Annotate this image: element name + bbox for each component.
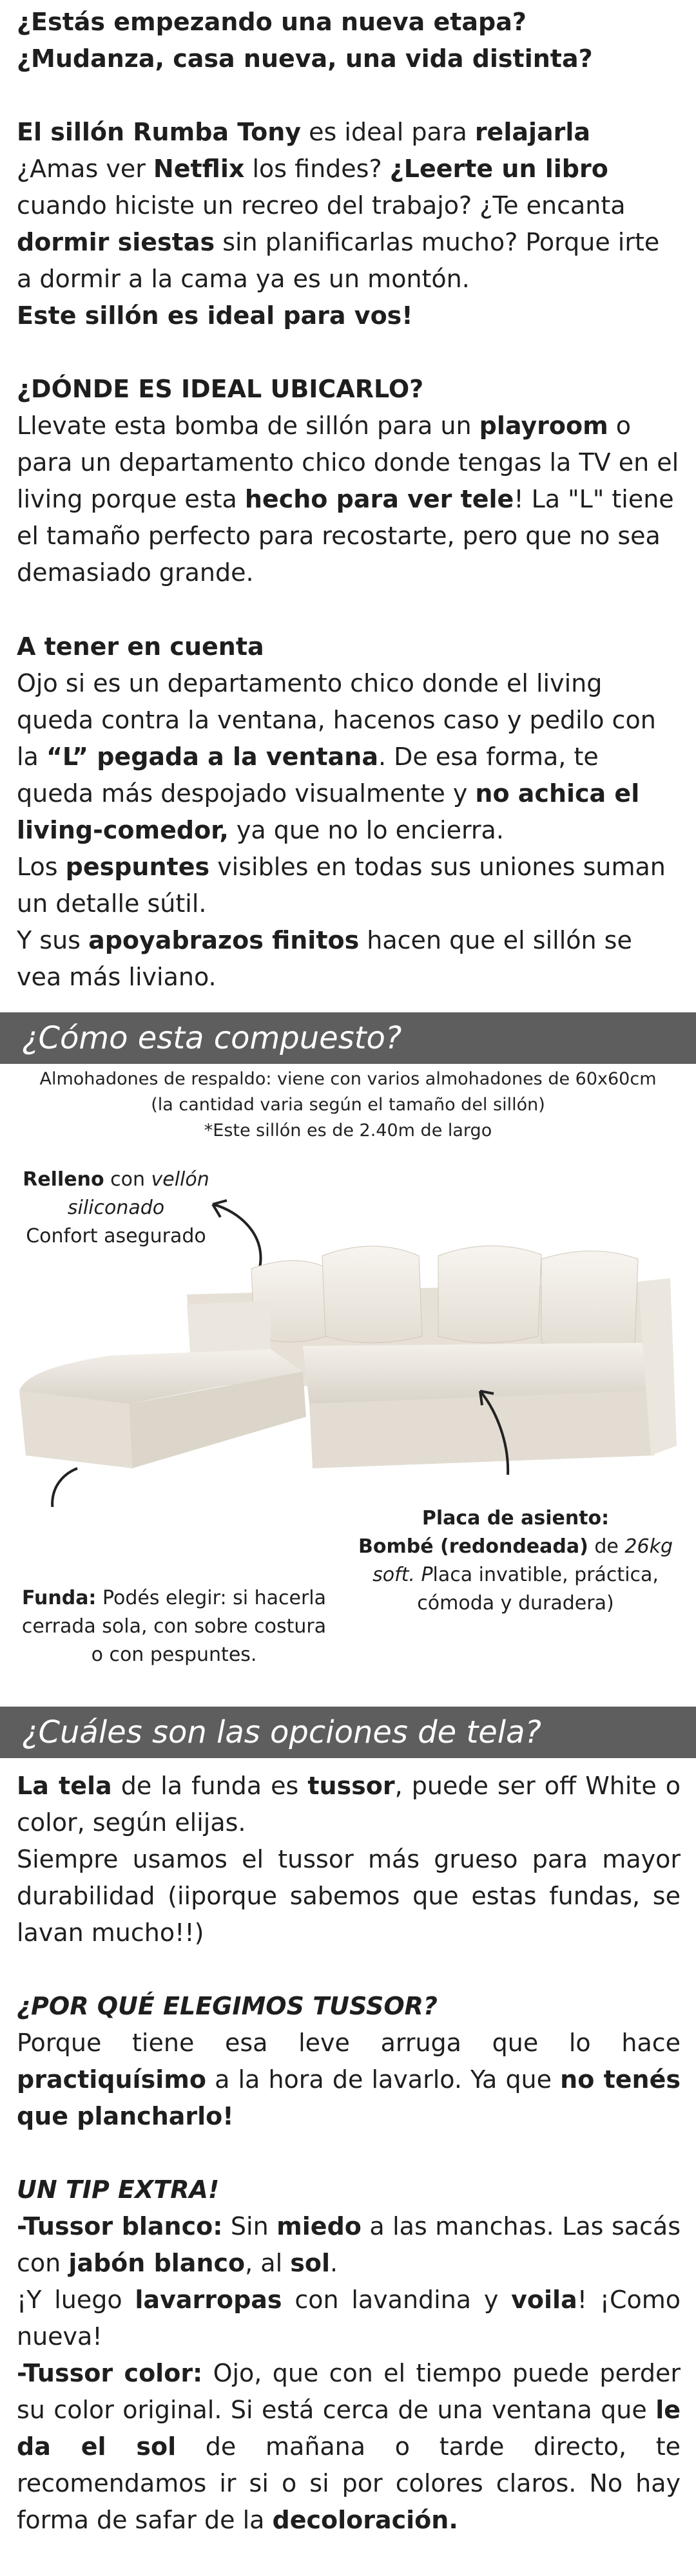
ubicar-paragraph: Llevate esta bomba de sillón para un playroom o para un departamento chico donde tengas la TV en el living porque esta hecho para ver tele! La "L" tiene el tamaño perfecto para recostarte, pero que no sea demasiado grande. [17,412,679,587]
tela-heading-3: UN TIP EXTRA! [17,2175,220,2204]
tener-apoyabrazos: Y sus apoyabrazos finitos hacen que el sillón se vea más liviano. [17,926,632,991]
tela-heading-2: ¿POR QUÉ ELEGIMOS TUSSOR? [17,1992,438,2020]
tener-pespuntes: Los pespuntes visibles en todas sus uniones suman un detalle sútil. [17,853,666,918]
tela-banner: ¿Cuáles son las opciones de tela? [0,1707,696,1758]
almohadones-note: Almohadones de respaldo: viene con varios almohadones de 60x60cm (la cantidad varia según el tamaño del sillón) *Este sillón es de 2.40m de largo [39,1069,657,1141]
tela-paragraph-2: Siempre usamos el tussor más grueso para mayor durabilidad (iiporque sabemos que estas fundas, se lavan mucho!!) [17,1845,681,1947]
ubicar-section [17,371,681,591]
tela-paragraph-1: La tela de la funda es tussor, puede ser off White o color, según elijas. [17,1772,681,1837]
ubicar-heading: ¿DÓNDE ES IDEAL UBICARLO? [17,375,424,403]
intro-question-1: ¿Estás empezando una nueva etapa? [17,8,527,36]
relleno-note: Relleno con vellón siliconado Confort asegurado [23,1168,209,1247]
tener-heading: A tener en cuenta [17,632,264,661]
tela-paragraph-3: Porque tiene esa leve arruga que lo hace practiquísimo a la hora de lavarlo. Ya que no tenés que plancharlo! [17,2029,681,2130]
tela-section [17,1768,681,2539]
tener-section [17,629,681,996]
tela-tip-color: -Tussor color: Ojo, que con el tiempo puede perder su color original. Si está cerca de una ventana que le da el sol de mañana o tarde directo, te recomendamos ir si o si por colores claros. No hay forma de safar de la decoloración. [17,2359,681,2534]
intro-paragraph: El sillón Rumba Tony es ideal para relajarla ¿Amas ver Netflix los findes? ¿Leerte un libro cuando hiciste un recreo del trabajo? ¿Te encanta dormir siestas sin planificarlas mucho? Porque irte a dormir a la cama ya es un montón. Este sillón es ideal para vos! [17,118,660,330]
intro-question-2: ¿Mudanza, casa nueva, una vida distinta? [17,44,593,73]
tela-tip-lavarropas: ¡Y luego lavarropas con lavandina y voila! ¡Como nueva! [17,2286,681,2351]
sofa-illustration [0,1198,696,1507]
placa-note: Placa de asiento: Bombé (redondeada) de 26kg soft. Placa invatible, práctica, cómoda y duradera) [358,1507,673,1615]
tener-paragraph: Ojo si es un departamento chico donde el living queda contra la ventana, hacenos caso y pedilo con la “L” pegada a la ventana. De esa forma, te queda más despojado visualmente y no achica el living-comedor, ya que no lo encierra. [17,669,656,844]
intro-section [17,4,681,334]
tela-tip-blanco: -Tussor blanco: Sin miedo a las manchas. Las sacás con jabón blanco, al sol. [17,2212,681,2277]
funda-note: Funda: Podés elegir: si hacerla cerrada sola, con sobre costura o con pespuntes. [21,1587,327,1666]
compuesto-banner: ¿Cómo esta compuesto? [0,1012,696,1064]
